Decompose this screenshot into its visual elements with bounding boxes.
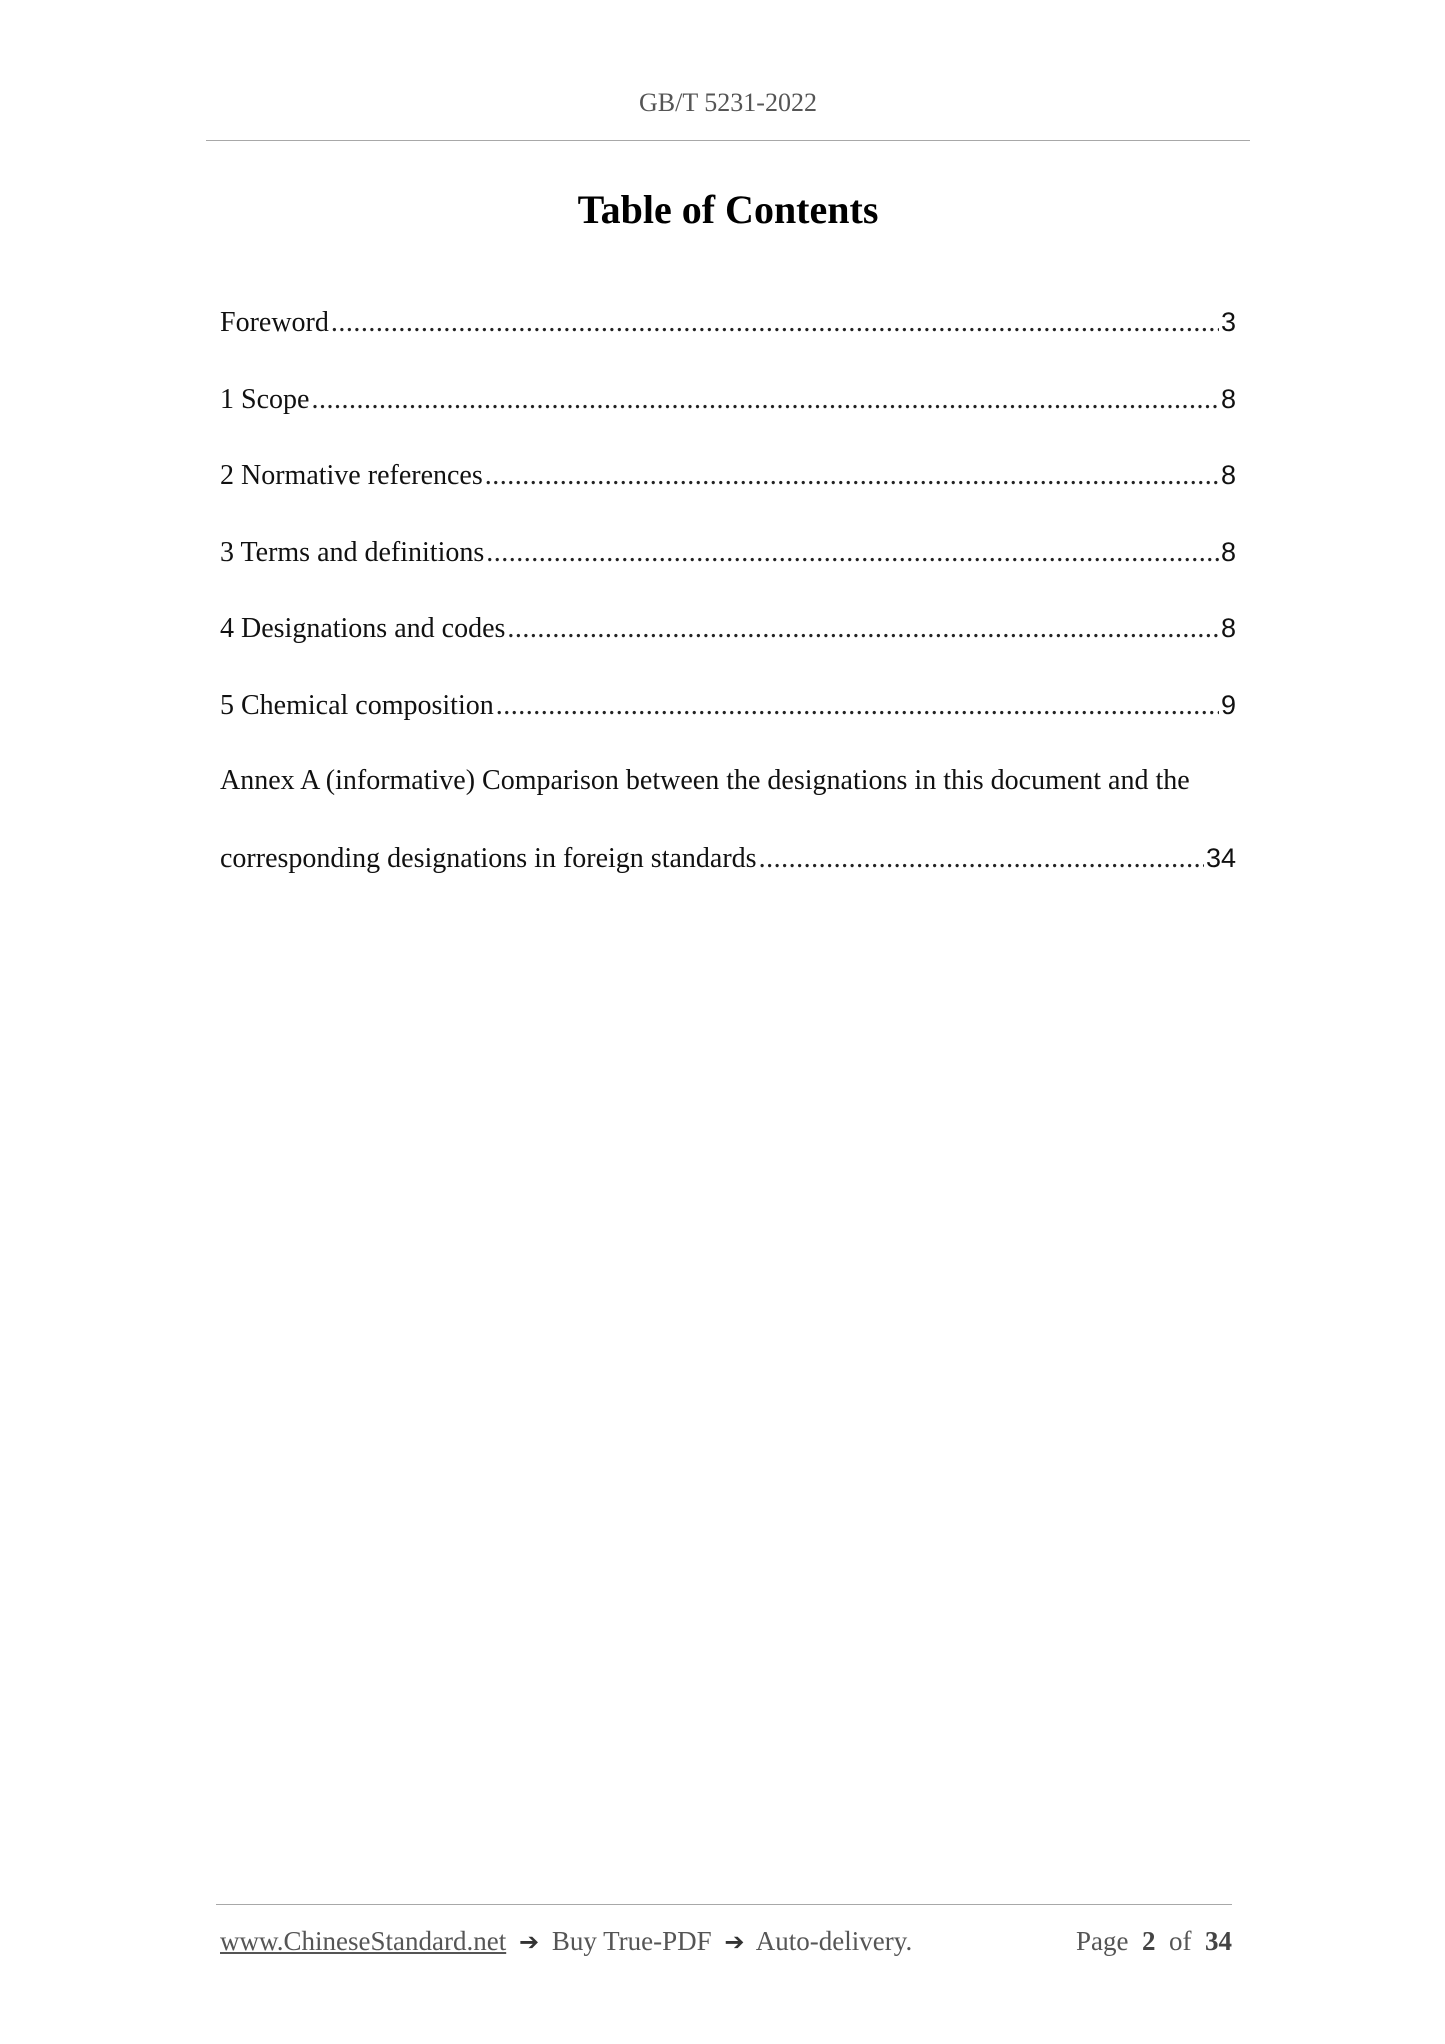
toc-entry-label: corresponding designations in foreign standards — [220, 842, 757, 874]
toc-entry-label: 5 Chemical composition — [220, 689, 494, 721]
toc-entry-label: 2 Normative references — [220, 460, 483, 491]
toc-entry-page: 34 — [1205, 842, 1236, 873]
footer-links — [220, 1926, 912, 1957]
of-label: of — [1169, 1926, 1192, 1956]
toc-entry-page: 9 — [1220, 689, 1236, 720]
toc-entry-label: 3 Terms and definitions — [220, 536, 485, 568]
dot-leader — [331, 301, 1219, 345]
toc-entry-terms-and-definitions[interactable] — [220, 530, 1236, 607]
toc-entry-page: 8 — [1220, 460, 1236, 490]
toc-entry-page: 8 — [1220, 383, 1236, 414]
toc-entry-chemical-composition[interactable] — [220, 683, 1236, 760]
document-header: GB/T 5231-2022 — [639, 88, 817, 117]
page-label: Page — [1076, 1926, 1129, 1956]
dot-leader — [759, 837, 1204, 881]
toc-entry-page: 8 — [1220, 536, 1236, 567]
dot-leader — [485, 454, 1219, 498]
auto-delivery-text: Auto-delivery. — [755, 1926, 913, 1956]
toc-entry-scope[interactable] — [220, 377, 1236, 454]
toc-entry-annex-a[interactable] — [220, 836, 1236, 913]
header-divider — [206, 140, 1250, 141]
toc-entry-designations-and-codes[interactable] — [220, 606, 1236, 683]
dot-leader — [311, 378, 1219, 422]
toc-entry-page: 3 — [1220, 307, 1236, 337]
page-current: 2 — [1142, 1926, 1156, 1956]
page-total: 34 — [1205, 1926, 1232, 1956]
toc-entry-normative-references[interactable] — [220, 453, 1236, 530]
dot-leader — [496, 684, 1219, 728]
page-footer — [220, 1926, 1232, 1957]
toc-entry-label: Foreword — [220, 307, 329, 338]
page-title: Table of Contents — [577, 187, 879, 232]
page-number — [1076, 1926, 1232, 1957]
toc-entry-page: 8 — [1220, 613, 1236, 643]
dot-leader — [486, 531, 1219, 575]
toc-entry-foreword[interactable] — [220, 300, 1236, 377]
footer-divider — [216, 1904, 1232, 1905]
buy-true-pdf-text: Buy True-PDF — [551, 1926, 712, 1956]
toc-entry-annex-a-line1[interactable]: Annex A (informative) Comparison between the designations in this document and the — [220, 765, 1190, 796]
arrow-right-icon: ➔ — [518, 1928, 540, 1956]
dot-leader — [507, 607, 1219, 651]
toc-list — [220, 300, 1236, 912]
toc-entry-label: 1 Scope — [220, 383, 310, 415]
arrow-right-icon: ➔ — [724, 1928, 745, 1956]
toc-entry-label: 4 Designations and codes — [220, 613, 506, 644]
site-link[interactable]: www.ChineseStandard.net — [220, 1926, 507, 1956]
